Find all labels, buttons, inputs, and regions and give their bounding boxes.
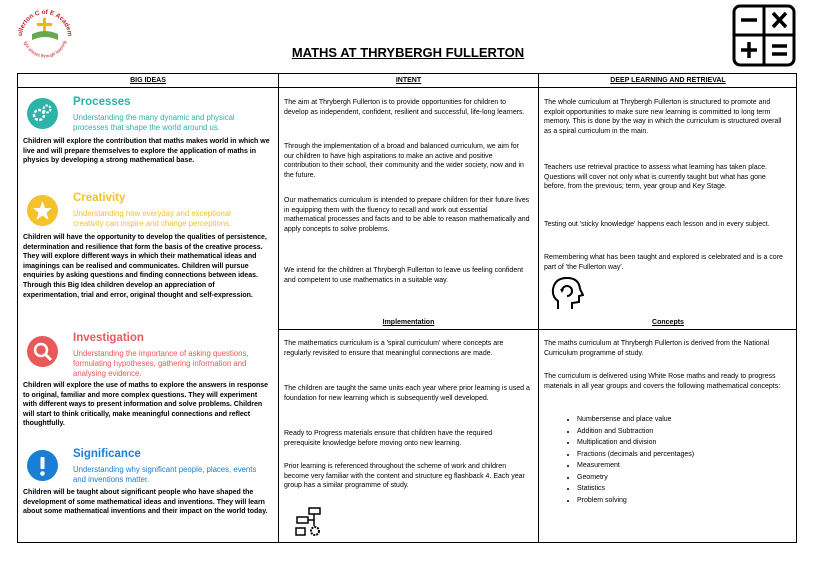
deep-learning-paragraph-4: Remembering what has been taught and explored is celebrated and is a core part of 'the Fullerton way'. bbox=[544, 254, 783, 271]
concepts-paragraph-1: The maths curriculum at Thrybergh Fullerton is derived from the National Curriculum programme of study. bbox=[544, 340, 770, 357]
investigation-title: Investigation bbox=[73, 332, 144, 344]
list-item: • Problem solving bbox=[577, 495, 797, 507]
intent-paragraph-2: Through the implementation of a broad and balanced curriculum, we aim for our children to have high aspirations to make an active and positive contribution to their school, their community and the wider society, now and in the future. bbox=[284, 143, 524, 179]
exclamation-icon bbox=[27, 450, 58, 481]
page-title: MATHS AT THRYBERGH FULLERTON bbox=[291, 45, 525, 60]
deep-learning-paragraph-1: The whole curriculum at Thrybergh Fullerton is structured to promote and exploit opportunities to make sure new learning is committed to long term memory. This is done by the way in which the curriculum is structured overall as a spiral curriculum in the main. bbox=[544, 99, 782, 135]
deep-learning-paragraph-3: Testing out 'sticky knowledge' happens each lesson and in every subject. bbox=[544, 221, 770, 228]
creativity-subtitle: Understanding how everyday and exceptional creativity can inspire and change perceptions. bbox=[73, 209, 232, 228]
creativity-title: Creativity bbox=[73, 192, 126, 204]
processes-title: Processes bbox=[73, 96, 131, 108]
content-grid bbox=[17, 73, 797, 543]
list-item: • Statistics bbox=[577, 483, 797, 495]
list-item: • Multiplication and division bbox=[577, 437, 797, 449]
intent-paragraph-4: We intend for the children at Thrybergh Fullerton to leave us feeling confident and competent to use mathematics in a suitable way. bbox=[284, 267, 524, 284]
concepts-heading: Concepts bbox=[539, 316, 797, 330]
big-ideas-column bbox=[18, 74, 279, 542]
list-item: • Numbersense and place value bbox=[577, 414, 797, 426]
significance-body: Children will be taught about significant people who have shaped the development of some mathematical ideas and inventions. They will learn about some mathematical inventions and their impact on the world today. bbox=[23, 489, 268, 516]
logo-motto: ight shines through learning bbox=[23, 39, 68, 59]
creativity-body: Children will have the opportunity to develop the qualities of persistence, determination and resilience that form the basis of the creative process. They will explore different ways in which their mathematical ideas and imaginings can be realised and communicates. Children will pursue enquiries by asking questions and finding connections between ideas. Through this Big Idea children develop an appreciation of experimentation, trial and error, original thought and self-expression. bbox=[23, 234, 267, 299]
concepts-paragraph-2: The curriculum is delivered using White Rose maths and ready to progress materials in all year groups and covers the following mathematical concepts: bbox=[544, 373, 781, 390]
processes-body: Children will explore the contribution that maths makes world in which we live and will prepare themselves to explore the application of maths in physics by developing a strong mathematical base. bbox=[23, 138, 270, 165]
significance-title: Significance bbox=[73, 448, 141, 460]
implementation-paragraph-3: Ready to Progress materials ensure that children have the required prerequisite knowledge before moving onto new learning. bbox=[284, 430, 493, 447]
deep-learning-column bbox=[539, 74, 797, 542]
head-brain-icon bbox=[550, 275, 584, 311]
implementation-paragraph-1: The mathematics curriculum is a 'spiral curriculum' where concepts are regularly revisited to ensure that meaningful connections are made. bbox=[284, 340, 504, 357]
list-item: • Geometry bbox=[577, 472, 797, 484]
star-icon bbox=[27, 195, 58, 226]
processes-subtitle: Understanding the many dynamic and physical processes that shape the world around us. bbox=[73, 113, 235, 132]
list-item: • Measurement bbox=[577, 460, 797, 472]
implementation-paragraph-4: Prior learning is referenced throughout the scheme of work and children become very familiar with the content and structure eg flashback 4. Each year group has a similar programme of study. bbox=[284, 463, 525, 490]
investigation-body: Children will explore the use of maths to explore the answers in response to original, familiar and more complex questions. They will experiment with different ways to present information and solve problems. Children will start to think critically, make meaningful connections and reflect thoughtfully. bbox=[23, 382, 269, 428]
implementation-heading: Implementation bbox=[279, 316, 538, 330]
intent-column bbox=[279, 74, 539, 542]
list-item: • Fractions (decimals and percentages) bbox=[577, 449, 797, 461]
deep-learning-paragraph-2: Teachers use retrieval practice to assess what learning has taken place. Questions will cover not only what is currently taught but what has gone before, from the previous; term, year group and Key Stage. bbox=[544, 164, 767, 191]
magnifier-icon bbox=[27, 336, 58, 367]
deep-learning-heading: DEEP LEARNING AND RETRIEVAL bbox=[539, 74, 797, 88]
list-item: • Addition and Subtraction bbox=[577, 426, 797, 438]
process-flow-icon bbox=[293, 506, 325, 538]
logo-text: ullerton C of E Academ bbox=[16, 8, 74, 37]
intent-heading: INTENT bbox=[279, 74, 538, 88]
gear-icon bbox=[27, 98, 58, 129]
implementation-paragraph-2: The children are taught the same units each year where prior learning is used a foundation for new learning which is subsequently well developed. bbox=[284, 385, 530, 402]
intent-paragraph-1: The aim at Thrybergh Fullerton is to provide opportunities for children to develop as independent, confident, resilient and successful, life-long learners. bbox=[284, 99, 525, 116]
investigation-subtitle: Understanding the importance of asking questions, formulating hypotheses, gathering information and analysing evidence. bbox=[73, 349, 249, 378]
significance-subtitle: Understanding why significant people, places, events and inventions matter. bbox=[73, 465, 257, 484]
intent-paragraph-3: Our mathematics curriculum is intended to prepare children for their future lives in equipping them with the fluency to recall and work out essential mathematical processes and facts and to be able to reason mathematically and apply concepts to solve problems. bbox=[284, 197, 530, 233]
concepts-list bbox=[539, 414, 797, 506]
big-ideas-heading: BIG IDEAS bbox=[18, 74, 278, 88]
